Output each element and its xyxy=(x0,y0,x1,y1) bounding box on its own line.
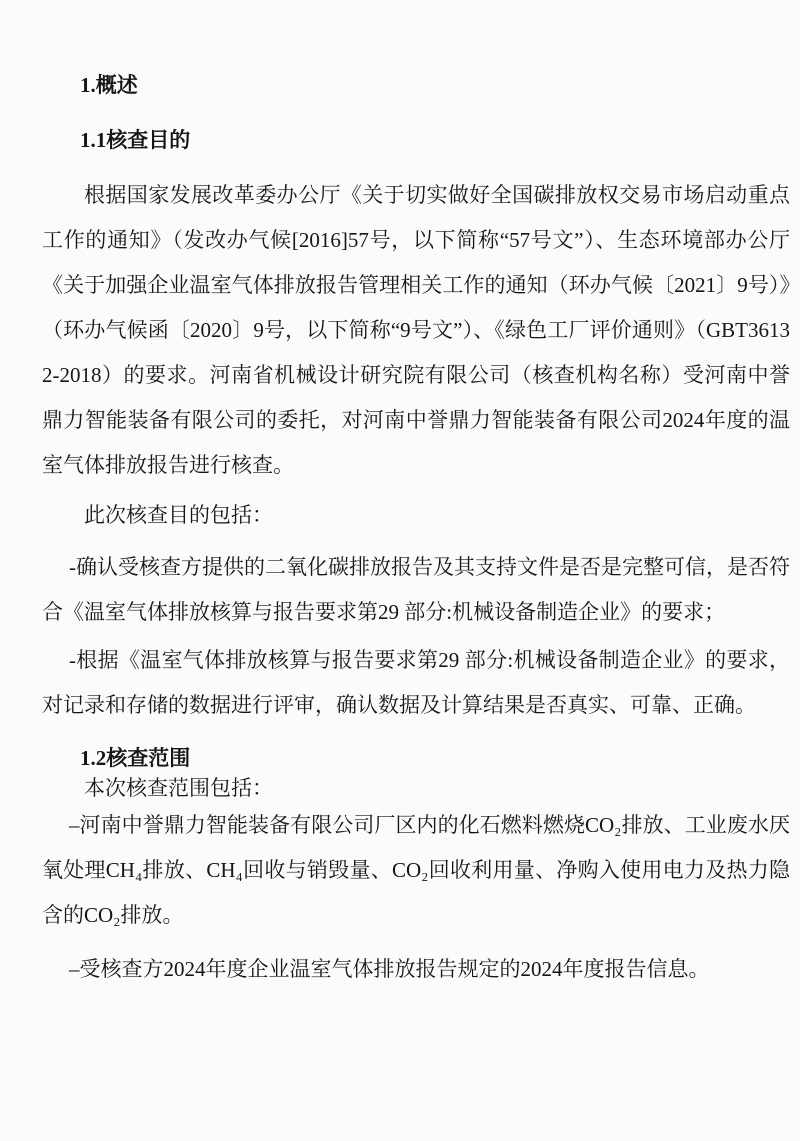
paragraph-purpose-item-2: -根据《温室气体排放核算与报告要求第29 部分:机械设备制造企业》的要求，对记录和存储的数据进行评审，确认数据及计算结果是否真实、可靠、正确。 xyxy=(42,648,790,717)
section-heading-overview: 1.概述 xyxy=(80,73,138,97)
paragraph-scope-intro: 本次核查范围包括： xyxy=(84,776,273,800)
section-heading-verification-purpose: 1.1核查目的 xyxy=(80,128,191,152)
paragraph-scope-item-1: –河南中誉鼎力智能装备有限公司厂区内的化石燃料燃烧CO₂排放、工业废水厌氧处理CH₄排放、CH₄回收与销毁量、CO₂回收利用量、净购入使用电力及热力隐含的CO₂排放。 xyxy=(42,813,790,927)
paragraph-purpose-item-1: -确认受核查方提供的二氧化碳排放报告及其支持文件是否是完整可信，是否符合《温室气体排放核算与报告要求第29 部分:机械设备制造企业》的要求； xyxy=(42,555,790,624)
section-heading-verification-scope: 1.2核查范围 xyxy=(80,746,191,770)
paragraph-verification-basis: 根据国家发展改革委办公厅《关于切实做好全国碳排放权交易市场启动重点工作的通知》（发改办气候[2016]57号，以下简称“57号文”）、生态环境部办公厅《关于加强企业温室气体排放报告管理相关工作的通知（环办气候〔2021〕9号）》（环办气候函〔2020〕9号，以下简称“9号文”）、《绿色工厂评价通则》（GBT36132-2018）的要求。河南省机械设计研究院有限公司（核查机构名称）受河南中誉鼎力智能装备有限公司的委托，对河南中誉鼎力智能装备有限公司2024年度的温室气体排放报告进行核查。 xyxy=(42,183,790,477)
paragraph-purpose-intro: 此次核查目的包括： xyxy=(84,503,273,527)
paragraph-scope-item-2: –受核查方2024年度企业温室气体排放报告规定的2024年度报告信息。 xyxy=(69,957,710,981)
